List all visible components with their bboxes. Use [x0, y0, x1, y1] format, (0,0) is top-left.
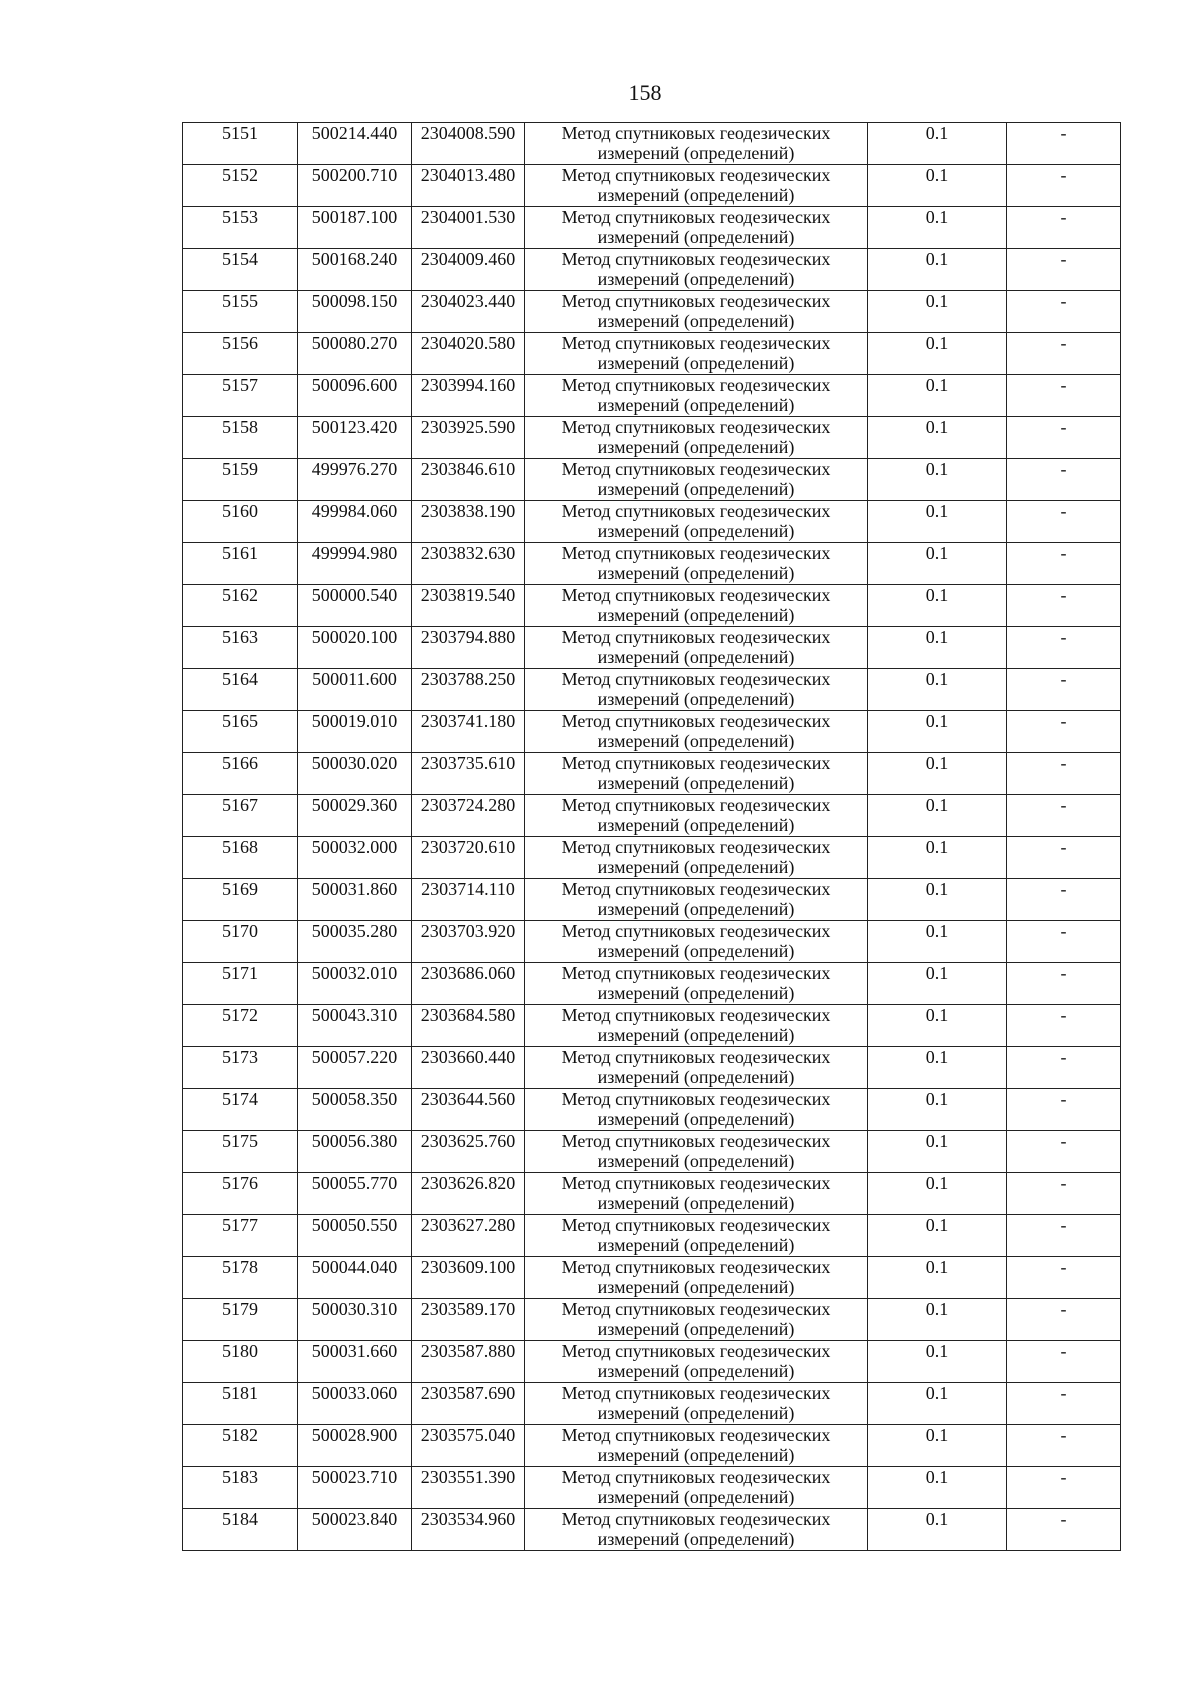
x-coordinate-cell: 499984.060 — [298, 501, 412, 543]
table-row — [183, 669, 1121, 711]
point-number-cell: 5161 — [183, 543, 298, 585]
table-row — [183, 333, 1121, 375]
point-number-cell: 5180 — [183, 1341, 298, 1383]
x-coordinate-cell: 500050.550 — [298, 1215, 412, 1257]
note-cell: - — [1007, 165, 1121, 207]
accuracy-cell: 0.1 — [868, 627, 1007, 669]
y-coordinate-cell: 2303714.110 — [412, 879, 525, 921]
note-cell: - — [1007, 1131, 1121, 1173]
point-number-cell: 5169 — [183, 879, 298, 921]
accuracy-cell: 0.1 — [868, 207, 1007, 249]
coordinates-table — [182, 122, 1121, 1551]
table-row — [183, 459, 1121, 501]
x-coordinate-cell: 500168.240 — [298, 249, 412, 291]
x-coordinate-cell: 500000.540 — [298, 585, 412, 627]
x-coordinate-cell: 500058.350 — [298, 1089, 412, 1131]
x-coordinate-cell: 500023.710 — [298, 1467, 412, 1509]
method-cell: Метод спутниковых геодезических измерений (определений) — [525, 291, 868, 333]
y-coordinate-cell: 2303684.580 — [412, 1005, 525, 1047]
point-number-cell: 5158 — [183, 417, 298, 459]
accuracy-cell: 0.1 — [868, 1005, 1007, 1047]
x-coordinate-cell: 500055.770 — [298, 1173, 412, 1215]
y-coordinate-cell: 2303838.190 — [412, 501, 525, 543]
table-row — [183, 837, 1121, 879]
point-number-cell: 5160 — [183, 501, 298, 543]
x-coordinate-cell: 500057.220 — [298, 1047, 412, 1089]
point-number-cell: 5157 — [183, 375, 298, 417]
accuracy-cell: 0.1 — [868, 921, 1007, 963]
point-number-cell: 5179 — [183, 1299, 298, 1341]
x-coordinate-cell: 500200.710 — [298, 165, 412, 207]
point-number-cell: 5172 — [183, 1005, 298, 1047]
x-coordinate-cell: 500030.310 — [298, 1299, 412, 1341]
point-number-cell: 5167 — [183, 795, 298, 837]
y-coordinate-cell: 2303587.880 — [412, 1341, 525, 1383]
x-coordinate-cell: 500032.010 — [298, 963, 412, 1005]
method-cell: Метод спутниковых геодезических измерений (определений) — [525, 543, 868, 585]
note-cell: - — [1007, 1509, 1121, 1551]
accuracy-cell: 0.1 — [868, 1299, 1007, 1341]
note-cell: - — [1007, 1047, 1121, 1089]
point-number-cell: 5151 — [183, 123, 298, 165]
table-row — [183, 207, 1121, 249]
coordinates-table-body — [183, 123, 1121, 1551]
y-coordinate-cell: 2303686.060 — [412, 963, 525, 1005]
point-number-cell: 5178 — [183, 1257, 298, 1299]
accuracy-cell: 0.1 — [868, 417, 1007, 459]
note-cell: - — [1007, 207, 1121, 249]
y-coordinate-cell: 2303575.040 — [412, 1425, 525, 1467]
table-row — [183, 123, 1121, 165]
point-number-cell: 5173 — [183, 1047, 298, 1089]
accuracy-cell: 0.1 — [868, 1509, 1007, 1551]
y-coordinate-cell: 2303794.880 — [412, 627, 525, 669]
point-number-cell: 5156 — [183, 333, 298, 375]
accuracy-cell: 0.1 — [868, 1341, 1007, 1383]
table-row — [183, 1383, 1121, 1425]
accuracy-cell: 0.1 — [868, 333, 1007, 375]
accuracy-cell: 0.1 — [868, 837, 1007, 879]
note-cell: - — [1007, 879, 1121, 921]
point-number-cell: 5153 — [183, 207, 298, 249]
note-cell: - — [1007, 627, 1121, 669]
note-cell: - — [1007, 921, 1121, 963]
accuracy-cell: 0.1 — [868, 123, 1007, 165]
y-coordinate-cell: 2303625.760 — [412, 1131, 525, 1173]
note-cell: - — [1007, 711, 1121, 753]
accuracy-cell: 0.1 — [868, 291, 1007, 333]
table-row — [183, 417, 1121, 459]
note-cell: - — [1007, 501, 1121, 543]
table-row — [183, 711, 1121, 753]
y-coordinate-cell: 2303788.250 — [412, 669, 525, 711]
table-row — [183, 627, 1121, 669]
accuracy-cell: 0.1 — [868, 249, 1007, 291]
note-cell: - — [1007, 1425, 1121, 1467]
method-cell: Метод спутниковых геодезических измерений (определений) — [525, 1299, 868, 1341]
point-number-cell: 5166 — [183, 753, 298, 795]
point-number-cell: 5162 — [183, 585, 298, 627]
page-number: 158 — [628, 80, 662, 105]
point-number-cell: 5163 — [183, 627, 298, 669]
note-cell: - — [1007, 249, 1121, 291]
point-number-cell: 5171 — [183, 963, 298, 1005]
table-row — [183, 1215, 1121, 1257]
x-coordinate-cell: 500080.270 — [298, 333, 412, 375]
point-number-cell: 5182 — [183, 1425, 298, 1467]
point-number-cell: 5170 — [183, 921, 298, 963]
note-cell: - — [1007, 123, 1121, 165]
table-row — [183, 1299, 1121, 1341]
point-number-cell: 5159 — [183, 459, 298, 501]
accuracy-cell: 0.1 — [868, 1383, 1007, 1425]
point-number-cell: 5168 — [183, 837, 298, 879]
table-row — [183, 1047, 1121, 1089]
table-row — [183, 165, 1121, 207]
note-cell: - — [1007, 1005, 1121, 1047]
accuracy-cell: 0.1 — [868, 1215, 1007, 1257]
y-coordinate-cell: 2303741.180 — [412, 711, 525, 753]
method-cell: Метод спутниковых геодезических измерений (определений) — [525, 795, 868, 837]
point-number-cell: 5177 — [183, 1215, 298, 1257]
accuracy-cell: 0.1 — [868, 1131, 1007, 1173]
method-cell: Метод спутниковых геодезических измерений (определений) — [525, 1467, 868, 1509]
point-number-cell: 5164 — [183, 669, 298, 711]
y-coordinate-cell: 2303720.610 — [412, 837, 525, 879]
method-cell: Метод спутниковых геодезических измерений (определений) — [525, 1005, 868, 1047]
x-coordinate-cell: 500032.000 — [298, 837, 412, 879]
note-cell: - — [1007, 1341, 1121, 1383]
x-coordinate-cell: 500043.310 — [298, 1005, 412, 1047]
y-coordinate-cell: 2303846.610 — [412, 459, 525, 501]
y-coordinate-cell: 2303627.280 — [412, 1215, 525, 1257]
y-coordinate-cell: 2303925.590 — [412, 417, 525, 459]
method-cell: Метод спутниковых геодезических измерений (определений) — [525, 753, 868, 795]
table-row — [183, 585, 1121, 627]
y-coordinate-cell: 2303819.540 — [412, 585, 525, 627]
table-row — [183, 963, 1121, 1005]
note-cell: - — [1007, 1215, 1121, 1257]
y-coordinate-cell: 2304008.590 — [412, 123, 525, 165]
y-coordinate-cell: 2303609.100 — [412, 1257, 525, 1299]
y-coordinate-cell: 2303551.390 — [412, 1467, 525, 1509]
table-row — [183, 543, 1121, 585]
accuracy-cell: 0.1 — [868, 165, 1007, 207]
x-coordinate-cell: 500044.040 — [298, 1257, 412, 1299]
table-row — [183, 501, 1121, 543]
x-coordinate-cell: 500011.600 — [298, 669, 412, 711]
method-cell: Метод спутниковых геодезических измерений (определений) — [525, 1215, 868, 1257]
accuracy-cell: 0.1 — [868, 459, 1007, 501]
table-row — [183, 249, 1121, 291]
note-cell: - — [1007, 333, 1121, 375]
note-cell: - — [1007, 837, 1121, 879]
y-coordinate-cell: 2303735.610 — [412, 753, 525, 795]
note-cell: - — [1007, 585, 1121, 627]
note-cell: - — [1007, 543, 1121, 585]
y-coordinate-cell: 2303703.920 — [412, 921, 525, 963]
x-coordinate-cell: 500187.100 — [298, 207, 412, 249]
y-coordinate-cell: 2304009.460 — [412, 249, 525, 291]
y-coordinate-cell: 2304023.440 — [412, 291, 525, 333]
table-row — [183, 1005, 1121, 1047]
method-cell: Метод спутниковых геодезических измерений (определений) — [525, 627, 868, 669]
accuracy-cell: 0.1 — [868, 669, 1007, 711]
x-coordinate-cell: 500056.380 — [298, 1131, 412, 1173]
point-number-cell: 5176 — [183, 1173, 298, 1215]
table-row — [183, 1425, 1121, 1467]
method-cell: Метод спутниковых геодезических измерений (определений) — [525, 333, 868, 375]
method-cell: Метод спутниковых геодезических измерений (определений) — [525, 837, 868, 879]
method-cell: Метод спутниковых геодезических измерений (определений) — [525, 123, 868, 165]
note-cell: - — [1007, 1383, 1121, 1425]
y-coordinate-cell: 2303644.560 — [412, 1089, 525, 1131]
accuracy-cell: 0.1 — [868, 1467, 1007, 1509]
accuracy-cell: 0.1 — [868, 1089, 1007, 1131]
note-cell: - — [1007, 1173, 1121, 1215]
method-cell: Метод спутниковых геодезических измерений (определений) — [525, 669, 868, 711]
x-coordinate-cell: 500029.360 — [298, 795, 412, 837]
table-row — [183, 795, 1121, 837]
method-cell: Метод спутниковых геодезических измерений (определений) — [525, 207, 868, 249]
x-coordinate-cell: 500028.900 — [298, 1425, 412, 1467]
accuracy-cell: 0.1 — [868, 879, 1007, 921]
note-cell: - — [1007, 753, 1121, 795]
x-coordinate-cell: 500030.020 — [298, 753, 412, 795]
note-cell: - — [1007, 459, 1121, 501]
y-coordinate-cell: 2304001.530 — [412, 207, 525, 249]
note-cell: - — [1007, 1299, 1121, 1341]
method-cell: Метод спутниковых геодезических измерений (определений) — [525, 711, 868, 753]
note-cell: - — [1007, 417, 1121, 459]
table-row — [183, 1341, 1121, 1383]
y-coordinate-cell: 2304020.580 — [412, 333, 525, 375]
accuracy-cell: 0.1 — [868, 753, 1007, 795]
y-coordinate-cell: 2304013.480 — [412, 165, 525, 207]
table-row — [183, 1509, 1121, 1551]
note-cell: - — [1007, 795, 1121, 837]
point-number-cell: 5174 — [183, 1089, 298, 1131]
method-cell: Метод спутниковых геодезических измерений (определений) — [525, 963, 868, 1005]
point-number-cell: 5184 — [183, 1509, 298, 1551]
accuracy-cell: 0.1 — [868, 543, 1007, 585]
table-row — [183, 375, 1121, 417]
point-number-cell: 5181 — [183, 1383, 298, 1425]
method-cell: Метод спутниковых геодезических измерений (определений) — [525, 417, 868, 459]
method-cell: Метод спутниковых геодезических измерений (определений) — [525, 1509, 868, 1551]
accuracy-cell: 0.1 — [868, 795, 1007, 837]
table-row — [183, 879, 1121, 921]
table-row — [183, 753, 1121, 795]
method-cell: Метод спутниковых геодезических измерений (определений) — [525, 1383, 868, 1425]
table-row — [183, 1173, 1121, 1215]
y-coordinate-cell: 2303994.160 — [412, 375, 525, 417]
point-number-cell: 5152 — [183, 165, 298, 207]
x-coordinate-cell: 500123.420 — [298, 417, 412, 459]
method-cell: Метод спутниковых геодезических измерений (определений) — [525, 879, 868, 921]
method-cell: Метод спутниковых геодезических измерений (определений) — [525, 165, 868, 207]
y-coordinate-cell: 2303660.440 — [412, 1047, 525, 1089]
method-cell: Метод спутниковых геодезических измерений (определений) — [525, 1131, 868, 1173]
method-cell: Метод спутниковых геодезических измерений (определений) — [525, 375, 868, 417]
x-coordinate-cell: 500035.280 — [298, 921, 412, 963]
note-cell: - — [1007, 963, 1121, 1005]
method-cell: Метод спутниковых геодезических измерений (определений) — [525, 1047, 868, 1089]
table-row — [183, 921, 1121, 963]
point-number-cell: 5155 — [183, 291, 298, 333]
table-row — [183, 1131, 1121, 1173]
accuracy-cell: 0.1 — [868, 963, 1007, 1005]
x-coordinate-cell: 499976.270 — [298, 459, 412, 501]
x-coordinate-cell: 500020.100 — [298, 627, 412, 669]
method-cell: Метод спутниковых геодезических измерений (определений) — [525, 501, 868, 543]
method-cell: Метод спутниковых геодезических измерений (определений) — [525, 1089, 868, 1131]
method-cell: Метод спутниковых геодезических измерений (определений) — [525, 459, 868, 501]
accuracy-cell: 0.1 — [868, 1047, 1007, 1089]
note-cell: - — [1007, 375, 1121, 417]
accuracy-cell: 0.1 — [868, 585, 1007, 627]
x-coordinate-cell: 500031.860 — [298, 879, 412, 921]
method-cell: Метод спутниковых геодезических измерений (определений) — [525, 1257, 868, 1299]
method-cell: Метод спутниковых геодезических измерений (определений) — [525, 1173, 868, 1215]
y-coordinate-cell: 2303626.820 — [412, 1173, 525, 1215]
point-number-cell: 5183 — [183, 1467, 298, 1509]
accuracy-cell: 0.1 — [868, 501, 1007, 543]
y-coordinate-cell: 2303724.280 — [412, 795, 525, 837]
table-row — [183, 291, 1121, 333]
x-coordinate-cell: 500033.060 — [298, 1383, 412, 1425]
x-coordinate-cell: 500098.150 — [298, 291, 412, 333]
accuracy-cell: 0.1 — [868, 711, 1007, 753]
accuracy-cell: 0.1 — [868, 1425, 1007, 1467]
y-coordinate-cell: 2303832.630 — [412, 543, 525, 585]
x-coordinate-cell: 499994.980 — [298, 543, 412, 585]
x-coordinate-cell: 500031.660 — [298, 1341, 412, 1383]
method-cell: Метод спутниковых геодезических измерений (определений) — [525, 249, 868, 291]
table-row — [183, 1089, 1121, 1131]
point-number-cell: 5165 — [183, 711, 298, 753]
note-cell: - — [1007, 669, 1121, 711]
note-cell: - — [1007, 1467, 1121, 1509]
y-coordinate-cell: 2303534.960 — [412, 1509, 525, 1551]
table-row — [183, 1257, 1121, 1299]
x-coordinate-cell: 500096.600 — [298, 375, 412, 417]
method-cell: Метод спутниковых геодезических измерений (определений) — [525, 921, 868, 963]
note-cell: - — [1007, 1089, 1121, 1131]
x-coordinate-cell: 500214.440 — [298, 123, 412, 165]
note-cell: - — [1007, 291, 1121, 333]
note-cell: - — [1007, 1257, 1121, 1299]
point-number-cell: 5154 — [183, 249, 298, 291]
accuracy-cell: 0.1 — [868, 1173, 1007, 1215]
method-cell: Метод спутниковых геодезических измерений (определений) — [525, 585, 868, 627]
y-coordinate-cell: 2303589.170 — [412, 1299, 525, 1341]
y-coordinate-cell: 2303587.690 — [412, 1383, 525, 1425]
table-row — [183, 1467, 1121, 1509]
x-coordinate-cell: 500019.010 — [298, 711, 412, 753]
accuracy-cell: 0.1 — [868, 375, 1007, 417]
method-cell: Метод спутниковых геодезических измерений (определений) — [525, 1425, 868, 1467]
point-number-cell: 5175 — [183, 1131, 298, 1173]
accuracy-cell: 0.1 — [868, 1257, 1007, 1299]
x-coordinate-cell: 500023.840 — [298, 1509, 412, 1551]
method-cell: Метод спутниковых геодезических измерений (определений) — [525, 1341, 868, 1383]
